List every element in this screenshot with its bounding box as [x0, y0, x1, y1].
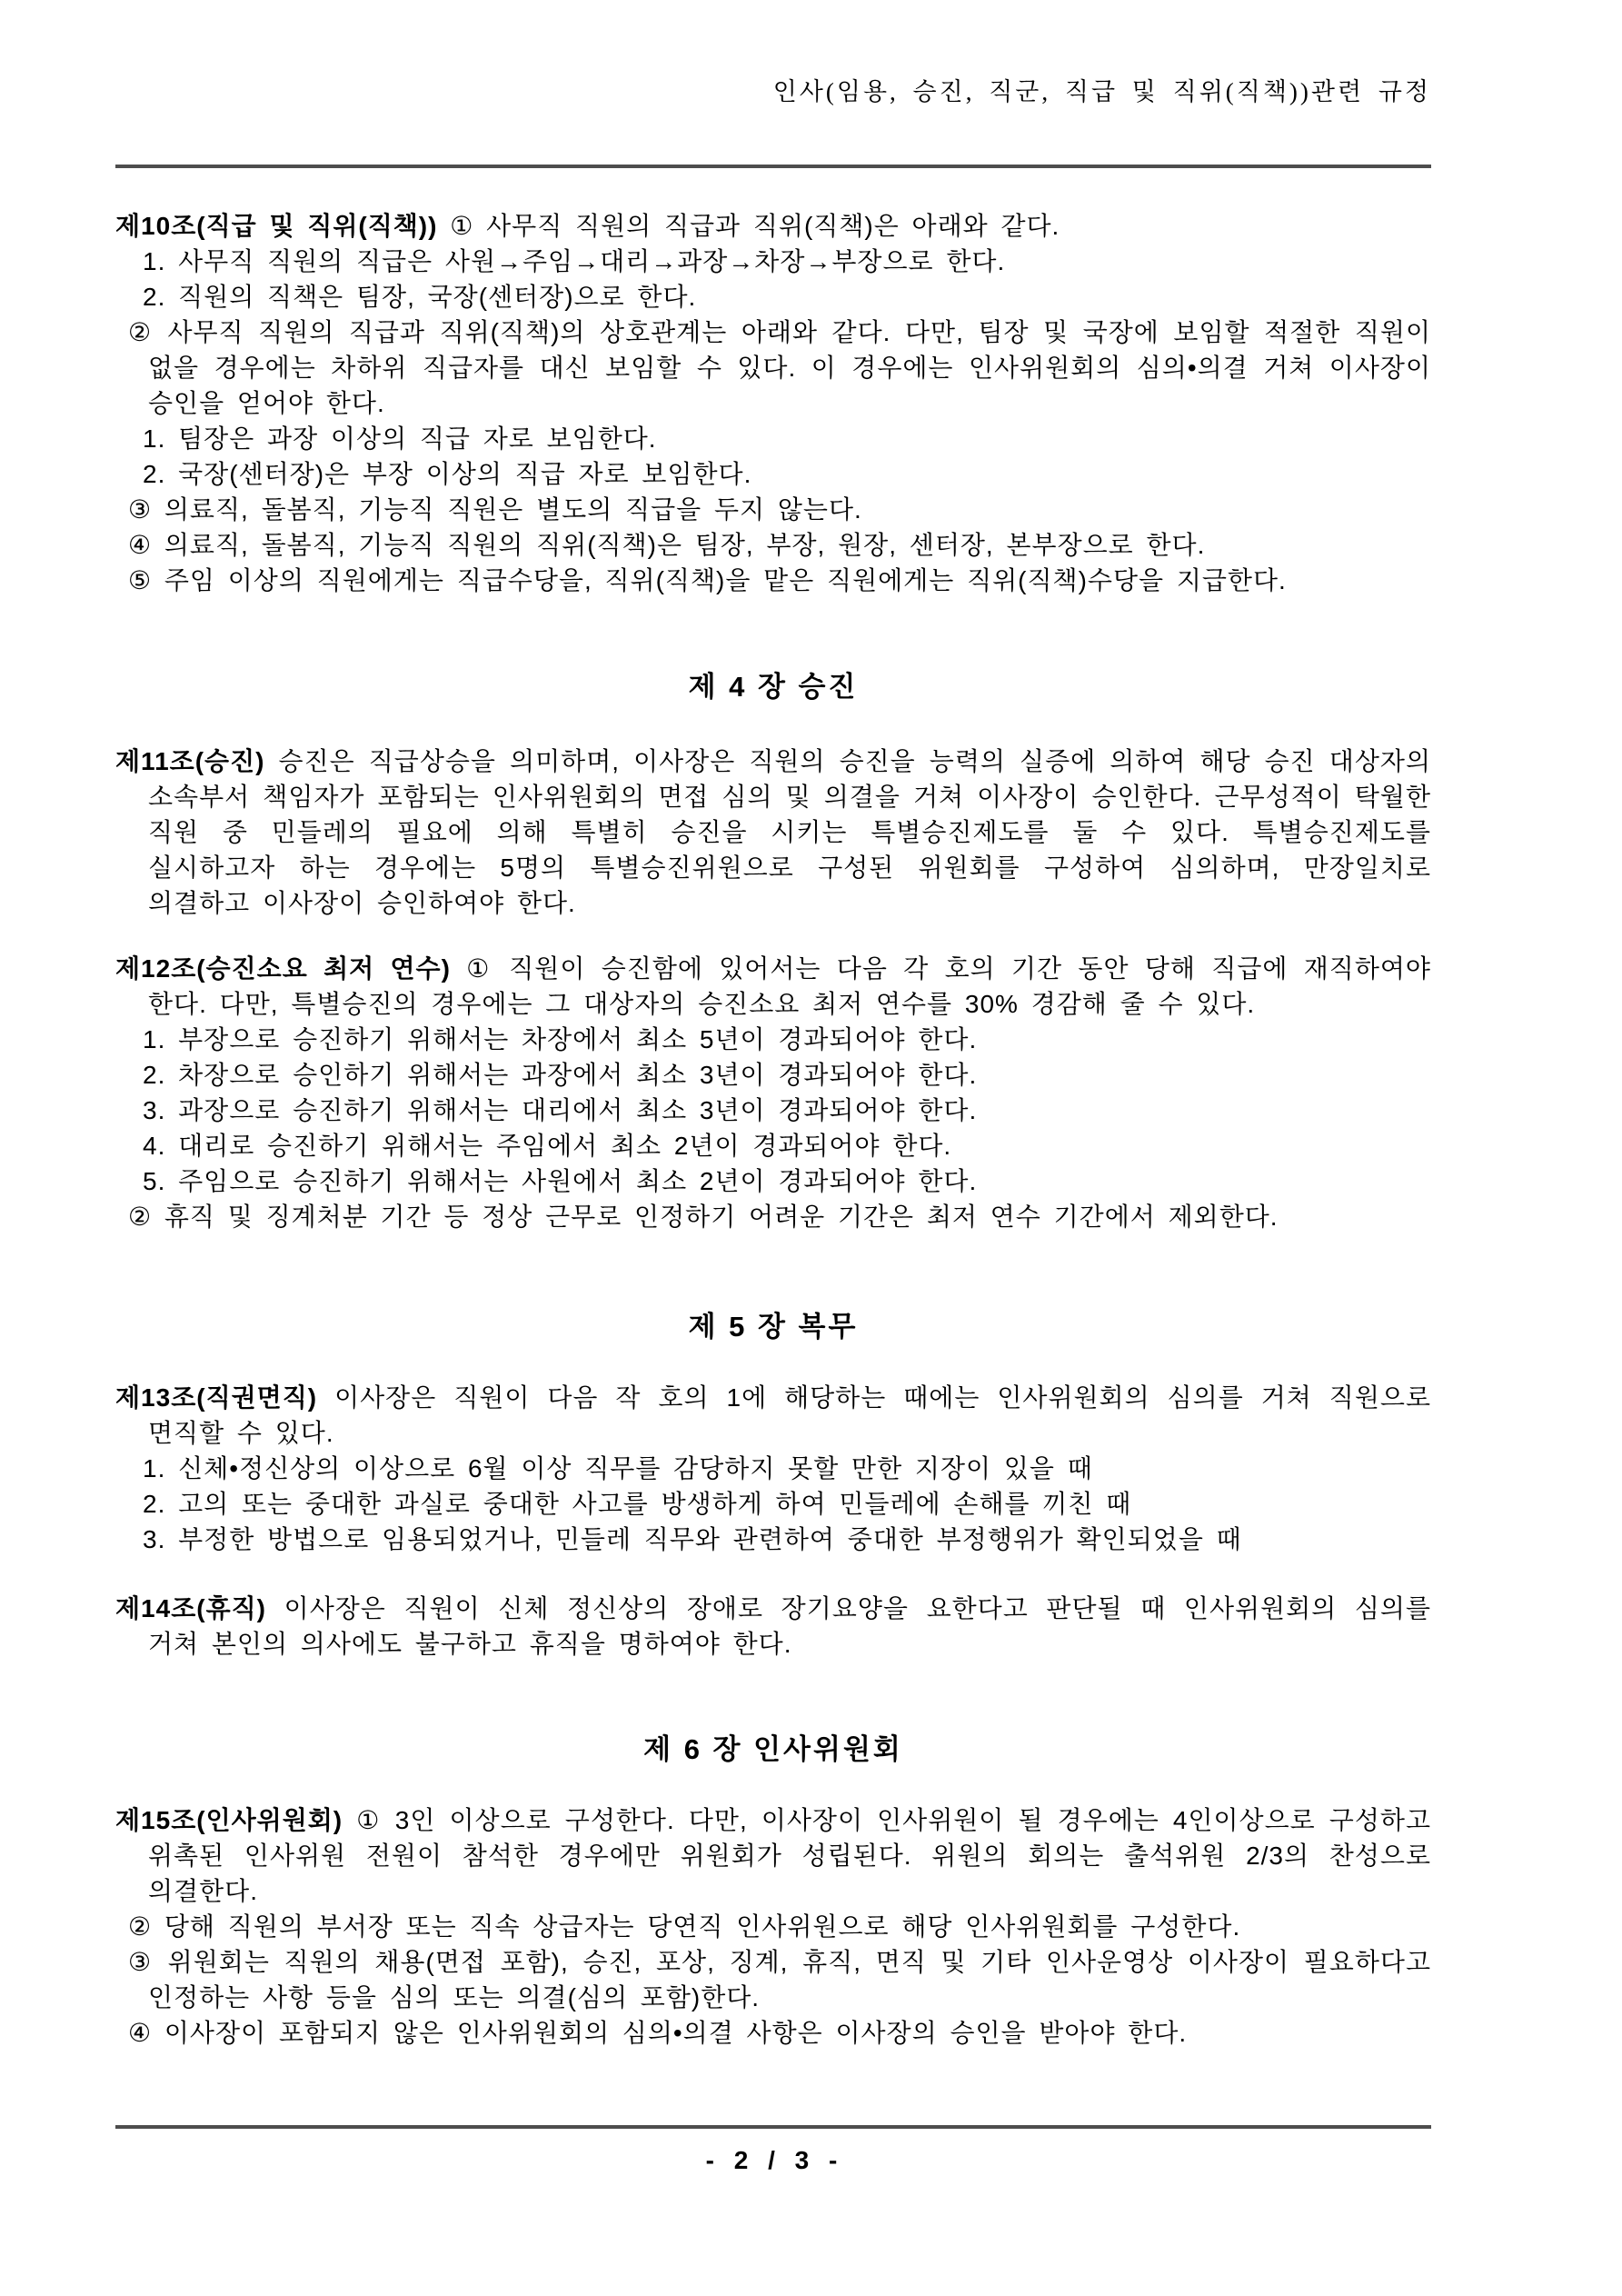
article-11-label: 제11조(승진)	[115, 747, 265, 775]
header-rule	[115, 165, 1431, 168]
article-14-label: 제14조(휴직)	[115, 1594, 266, 1622]
article-12-item-4: 4. 대리로 승진하기 위해서는 주임에서 최소 2년이 경과되어야 한다.	[143, 1132, 952, 1160]
article-11-paragraph	[115, 744, 1431, 921]
article-12-item-3: 3. 과장으로 승진하기 위해서는 대리에서 최소 3년이 경과되어야 한다.	[143, 1096, 978, 1124]
article-11-text: 승진은 직급상승을 의미하며, 이사장은 직원의 승진을 능력의 실증에 의하여 해당 승진 대상자의 소속부서 책임자가 포함되는 인사위원회의 면접 심의 및 의결을 거쳐 이사장이 승인한다. 근무성적이 탁월한 직원 중 민들레의 필요에 의해 특별히 승진을 시키는 특별승진제도를 둘 수 있다. 특별승진제도를 실시하고자 하는 경우에는 5명의 특별승진위원으로 구성된 위원회를 구성하여 심의하며, 만장일치로 의결하고 이사장이 승인하여야 한다.	[148, 747, 1431, 917]
article-12-item-2: 2. 차장으로 승인하기 위해서는 과장에서 최소 3년이 경과되어야 한다.	[143, 1061, 978, 1089]
article-10-clause-3: ③ 의료직, 돌봄직, 기능직 직원은 별도의 직급을 두지 않는다.	[128, 495, 862, 524]
article-13-item-1: 1. 신체•정신상의 이상으로 6월 이상 직무를 감당하지 못할 만한 지장이 있을 때	[143, 1454, 1093, 1482]
article-10-clause-2: ② 사무직 직원의 직급과 직위(직책)의 상호관계는 아래와 같다. 다만, 팀장 및 국장에 보임할 적절한 직원이 없을 경우에는 차하위 직급자를 대신 보임할 수 있다. 이 경우에는 인사위원회의 심의•의결 거쳐 이사장이 승인을 얻어야 한다.	[128, 318, 1431, 417]
article-10-item-4: 2. 국장(센터장)은 부장 이상의 직급 자로 보임한다.	[143, 460, 752, 488]
article-10-label: 제10조(직급 및 직위(직책))	[115, 212, 438, 240]
article-12-clause-2: ② 휴직 및 징계처분 기간 등 정상 근무로 인정하기 어려운 기간은 최저 연수 기간에서 제외한다.	[128, 1203, 1279, 1231]
article-10-item-3: 1. 팀장은 과장 이상의 직급 자로 보임한다.	[143, 424, 657, 453]
article-10-clause-4: ④ 의료직, 돌봄직, 기능직 직원의 직위(직책)은 팀장, 부장, 원장, 센터장, 본부장으로 한다.	[128, 531, 1206, 559]
article-10-clause-5: ⑤ 주임 이상의 직원에게는 직급수당을, 직위(직책)을 맡은 직원에게는 직위(직책)수당을 지급한다.	[128, 566, 1287, 594]
article-14-paragraph	[115, 1591, 1431, 1662]
chapter-4-heading: 제 4 장 승진	[688, 671, 859, 703]
article-12-label: 제12조(승진소요 최저 연수)	[115, 954, 451, 983]
article-13-intro-text: 이사장은 직원이 다음 작 호의 1에 해당하는 때에는 인사위원회의 심의를 거쳐 직원으로 면직할 수 있다.	[148, 1383, 1431, 1447]
article-15-label: 제15조(인사위원회)	[115, 1806, 343, 1834]
article-15-intro-text: ① 3인 이상으로 구성한다. 다만, 이사장이 인사위원이 될 경우에는 4인이상으로 구성하고 위촉된 인사위원 전원이 참석한 경우에만 위원회가 성립된다. 위원의 회의는 출석위원 2/3의 찬성으로 의결한다.	[148, 1806, 1431, 1905]
article-10-item-2: 2. 직원의 직책은 팀장, 국장(센터장)으로 한다.	[143, 283, 697, 311]
article-12-paragraph-1	[115, 951, 1431, 1022]
article-14-text: 이사장은 직원이 신체 정신상의 장애로 장기요양을 요한다고 판단될 때 인사위원회의 심의를 거쳐 본인의 의사에도 불구하고 휴직을 명하여야 한다.	[148, 1594, 1431, 1658]
article-15-paragraph-1	[115, 1802, 1431, 1909]
article-12-intro-text: ① 직원이 승진함에 있어서는 다음 각 호의 기간 동안 당해 직급에 재직하여야 한다. 다만, 특별승진의 경우에는 그 대상자의 승진소요 최저 연수를 30% 경감해 줄 수 있다.	[148, 954, 1431, 1018]
footer-rule	[115, 2125, 1431, 2129]
article-13-paragraph-1	[115, 1380, 1431, 1451]
article-12-item-1: 1. 부장으로 승진하기 위해서는 차장에서 최소 5년이 경과되어야 한다.	[143, 1025, 978, 1053]
article-13-item-3: 3. 부정한 방법으로 임용되었거나, 민들레 직무와 관련하여 중대한 부정행위가 확인되었을 때	[143, 1525, 1242, 1553]
article-13-item-2: 2. 고의 또는 중대한 과실로 중대한 사고를 방생하게 하여 민들레에 손해를 끼친 때	[143, 1490, 1132, 1518]
page-content	[115, 0, 1431, 2177]
article-12-item-5: 5. 주임으로 승진하기 위해서는 사원에서 최소 2년이 경과되어야 한다.	[143, 1167, 978, 1195]
article-10-intro-text: ① 사무직 직원의 직급과 직위(직책)은 아래와 같다.	[437, 212, 1060, 240]
article-15-clause-4: ④ 이사장이 포함되지 않은 인사위원회의 심의•의결 사항은 이사장의 승인을 받아야 한다.	[128, 2019, 1188, 2047]
document-header-title: 인사(임용, 승진, 직군, 직급 및 직위(직책))관련 규정	[772, 78, 1431, 105]
page-number: - 2 / 3 -	[705, 2146, 841, 2174]
article-10-paragraph-1	[115, 208, 1431, 244]
article-10-item-1: 1. 사무직 직원의 직급은 사원→주임→대리→과장→차장→부장으로 한다.	[143, 247, 1006, 275]
article-15-clause-3: ③ 위원회는 직원의 채용(면접 포함), 승진, 포상, 징계, 휴직, 면직 및 기타 인사운영상 이사장이 필요하다고 인정하는 사항 등을 심의 또는 의결(심의 포함)한다.	[128, 1948, 1431, 2011]
article-15-clause-2: ② 당해 직원의 부서장 또는 직속 상급자는 당연직 인사위원으로 해당 인사위원회를 구성한다.	[128, 1912, 1241, 1941]
chapter-5-heading: 제 5 장 복무	[688, 1311, 859, 1343]
chapter-6-heading: 제 6 장 인사위원회	[643, 1733, 903, 1765]
article-13-label: 제13조(직권면직)	[115, 1383, 318, 1412]
